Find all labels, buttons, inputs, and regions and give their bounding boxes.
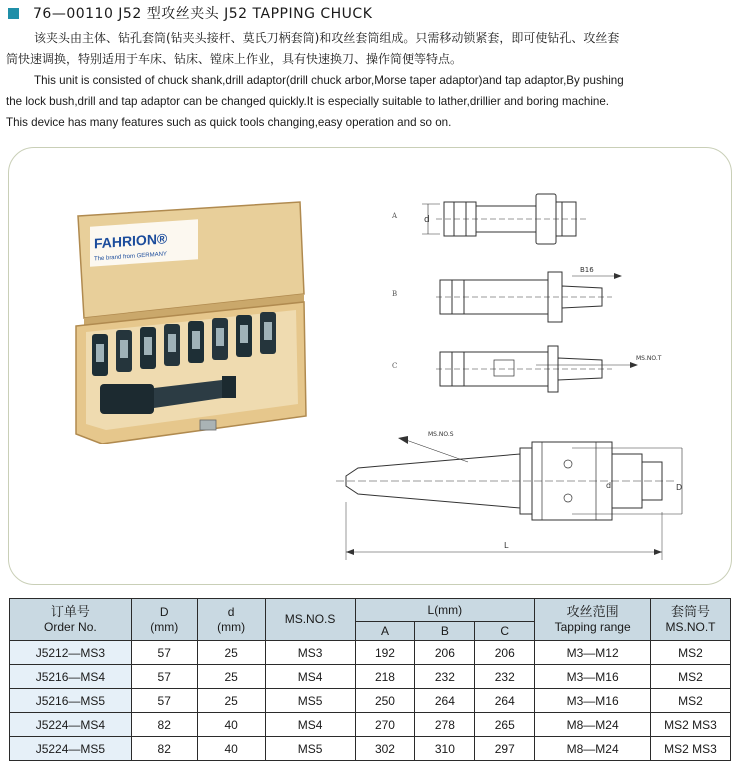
header-length-b: B: [415, 622, 475, 641]
cell-length-b: 278: [415, 713, 475, 737]
cell-tapping-range: M8—M24: [535, 737, 651, 761]
brand-tagline: The brand from GERMANY: [94, 251, 167, 263]
cell-small-d: 40: [197, 737, 265, 761]
cell-order-no: J5224—MS5: [10, 737, 132, 761]
drawing-label-d: d: [424, 215, 430, 225]
description-cn-line-2: 筒快速调换，特别适用于车床、钻床、镗床上作业，具有快速换刀、操作简便等特点。: [6, 52, 463, 66]
drawing-label-a: A: [392, 212, 398, 220]
drawing-label-b: B: [392, 290, 398, 298]
cell-ms-no-s: MS5: [265, 689, 355, 713]
cell-length-b: 232: [415, 665, 475, 689]
cell-ms-no-s: MS5: [265, 737, 355, 761]
description-cn-line-1: 该夹头由主体、钻孔套筒(钻夹头接杆、莫氏刀柄套筒)和攻丝套筒组成。只需移动锁紧套，即可使钻孔、攻丝套: [34, 31, 620, 45]
cell-length-a: 250: [355, 689, 415, 713]
cell-small-d: 25: [197, 665, 265, 689]
cell-small-d: 25: [197, 689, 265, 713]
header-ms-no-s: MS.NO.S: [265, 599, 355, 641]
cell-order-no: J5212—MS3: [10, 641, 132, 665]
header-length: L(mm): [355, 599, 535, 622]
cell-length-a: 218: [355, 665, 415, 689]
cell-length-c: 264: [475, 689, 535, 713]
cell-big-d: 82: [131, 737, 197, 761]
product-photo: [72, 198, 310, 444]
cell-length-a: 302: [355, 737, 415, 761]
cell-length-c: 297: [475, 737, 535, 761]
cell-ms-no-t: MS2 MS3: [651, 713, 731, 737]
cell-big-d: 57: [131, 641, 197, 665]
drawing-label-ms-no-s: MS.NO.S: [428, 431, 454, 438]
table-row: [10, 737, 731, 761]
cell-ms-no-s: MS4: [265, 665, 355, 689]
cell-ms-no-t: MS2: [651, 665, 731, 689]
cell-length-c: 232: [475, 665, 535, 689]
cell-ms-no-t: MS2 MS3: [651, 737, 731, 761]
cell-ms-no-s: MS3: [265, 641, 355, 665]
technical-drawings: [336, 172, 716, 572]
header-ms-no-t: 套筒号 MS.NO.T: [651, 599, 731, 641]
cell-length-b: 310: [415, 737, 475, 761]
header-length-c: C: [475, 622, 535, 641]
cell-small-d: 40: [197, 713, 265, 737]
description-en-line-3: This device has many features such as quick tools changing,easy operation and so on.: [6, 116, 452, 129]
cell-ms-no-t: MS2: [651, 689, 731, 713]
box-clasp: [200, 420, 216, 430]
cell-length-c: 206: [475, 641, 535, 665]
drawing-label-b16: B16: [580, 266, 594, 274]
table-row: [10, 713, 731, 737]
cell-length-b: 264: [415, 689, 475, 713]
drawing-label-ms-no-t: MS.NO.T: [636, 355, 662, 362]
drawing-label-l: L: [504, 541, 509, 550]
header-order-no: 订单号 Order No.: [10, 599, 132, 641]
cell-ms-no-t: MS2: [651, 641, 731, 665]
page-title: 76—00110 J52 型攻丝夹头 J52 TAPPING CHUCK: [33, 6, 373, 22]
cell-tapping-range: M8—M24: [535, 713, 651, 737]
cell-length-a: 192: [355, 641, 415, 665]
cell-tapping-range: M3—M12: [535, 641, 651, 665]
header-big-d: D (mm): [131, 599, 197, 641]
table-row: [10, 689, 731, 713]
cell-big-d: 57: [131, 665, 197, 689]
cell-big-d: 57: [131, 689, 197, 713]
cell-order-no: J5224—MS4: [10, 713, 132, 737]
svg-text:d: d: [606, 481, 612, 490]
cell-order-no: J5216—MS4: [10, 665, 132, 689]
description-chinese: [6, 28, 734, 70]
cell-length-a: 270: [355, 713, 415, 737]
drawing-label-big-d: D: [676, 483, 683, 492]
table-row: [10, 641, 731, 665]
cell-tapping-range: M3—M16: [535, 665, 651, 689]
spec-table: [9, 598, 731, 761]
drawing-label-c: C: [392, 362, 398, 370]
cell-big-d: 82: [131, 713, 197, 737]
header-tapping-range: 攻丝范围 Tapping range: [535, 599, 651, 641]
cell-length-c: 265: [475, 713, 535, 737]
header-length-a: A: [355, 622, 415, 641]
cell-ms-no-s: MS4: [265, 713, 355, 737]
description-en-line-2: the lock bush,drill and tap adaptor can be changed quickly.It is especially suitable to lather,drillier and boring machine.: [6, 95, 610, 108]
cell-length-b: 206: [415, 641, 475, 665]
cell-tapping-range: M3—M16: [535, 689, 651, 713]
description-en-line-1: This unit is consisted of chuck shank,drill adaptor(drill chuck arbor,Morse taper adaptor)and tap adaptor,By pushing: [34, 74, 624, 87]
brand-logo-text: FAHRION®: [94, 230, 168, 252]
header-small-d: d (mm): [197, 599, 265, 641]
table-row: [10, 665, 731, 689]
description-english: [6, 70, 734, 133]
cell-order-no: J5216—MS5: [10, 689, 132, 713]
page-header: [8, 4, 372, 22]
square-bullet-icon: [8, 8, 19, 19]
cell-small-d: 25: [197, 641, 265, 665]
